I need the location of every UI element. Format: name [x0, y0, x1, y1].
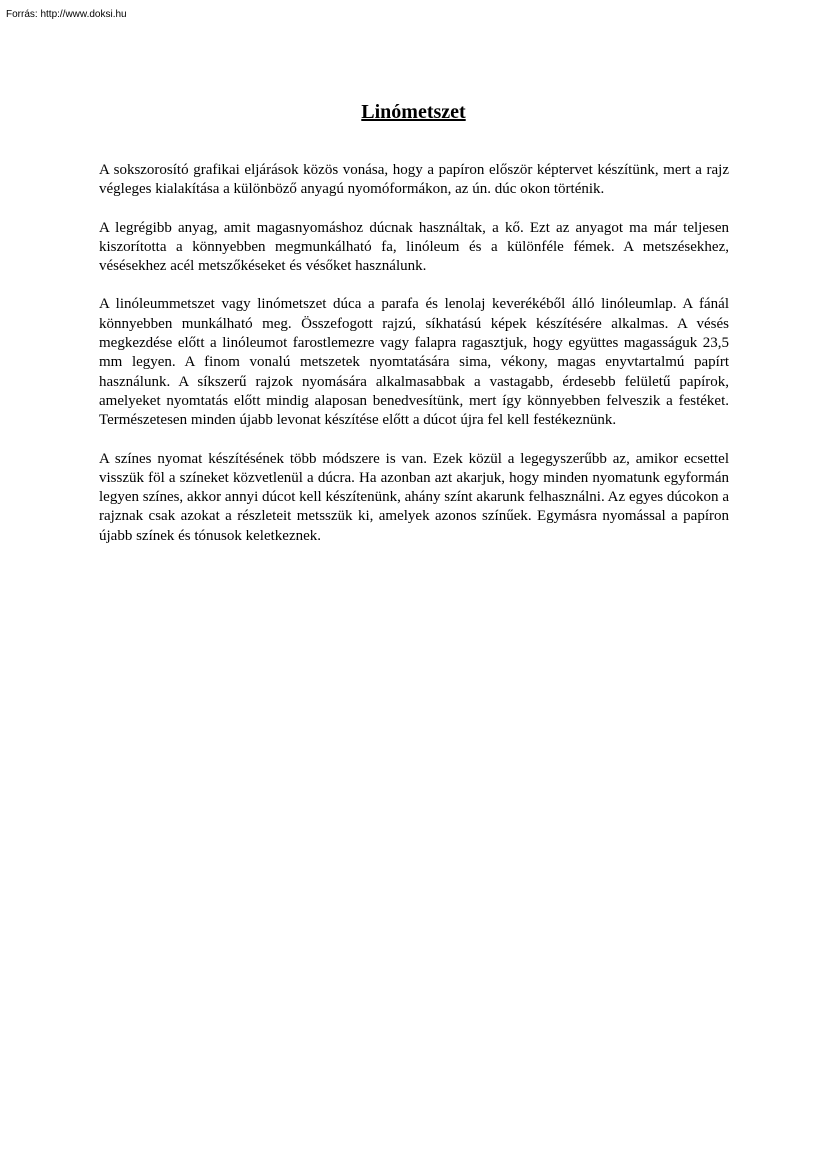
document-body	[99, 161, 729, 565]
source-url-header: Forrás: http://www.doksi.hu	[6, 9, 127, 20]
paragraph-intro: A sokszorosító grafikai eljárások közös vonása, hogy a papíron először képtervet készítünk, mert a rajz végleges kialakítása a különböző anyagú nyomóformákon, az ún. dúc okon történik.	[99, 162, 729, 198]
paragraph-color-printing: A színes nyomat készítésének több módszere is van. Ezek közül a legegyszerűbb az, amikor ecsettel visszük föl a színeket közvetlenül a dúcra. Ha azonban azt akarjuk, hogy minden nyomatunk egyformán legyen színes, akkor annyi dúcot kell készítenünk, ahány színt akarunk felhasználni. Az egyes dúcokon a rajznak csak azokat a részleteit metsszük ki, amelyek azonos színűek. Egymásra nyomással a papíron újabb színek és tónusok keletkeznek.	[99, 450, 729, 544]
paragraph-linocut: A linóleummetszet vagy linómetszet dúca a parafa és lenolaj keverékéből álló linóleumlap. A fánál könnyebben munkálható meg. Összefogott rajzú, síkhatású képek készítésére alkalmas. A vésés megkezdése előtt a linóleumot farostlemezre vagy falapra ragasztjuk, hogy együttes magasságuk 23,5 mm legyen. A finom vonalú metszetek nyomtatására sima, vékony, magas enyvtartalmú papírt használunk. A síkszerű rajzok nyomására alkalmasabbak a vastagabb, érdesebb felületű papírok, amelyeket nyomtatás előtt mindig alaposan benedvesítünk, mert így könnyebben felveszik a festéket. Természetesen minden újabb levonat készítése előtt a dúcot újra fel kell festékeznünk.	[99, 296, 729, 429]
page-title: Linómetszet	[361, 101, 466, 123]
paragraph-materials: A legrégibb anyag, amit magasnyomáshoz dúcnak használtak, a kő. Ezt az anyagot ma már teljesen kiszorította a könnyebben megmunkálható fa, linóleum és a különféle fémek. A metszésekhez, vésésekhez acél metszőkéseket és vésőket használunk.	[99, 219, 729, 275]
